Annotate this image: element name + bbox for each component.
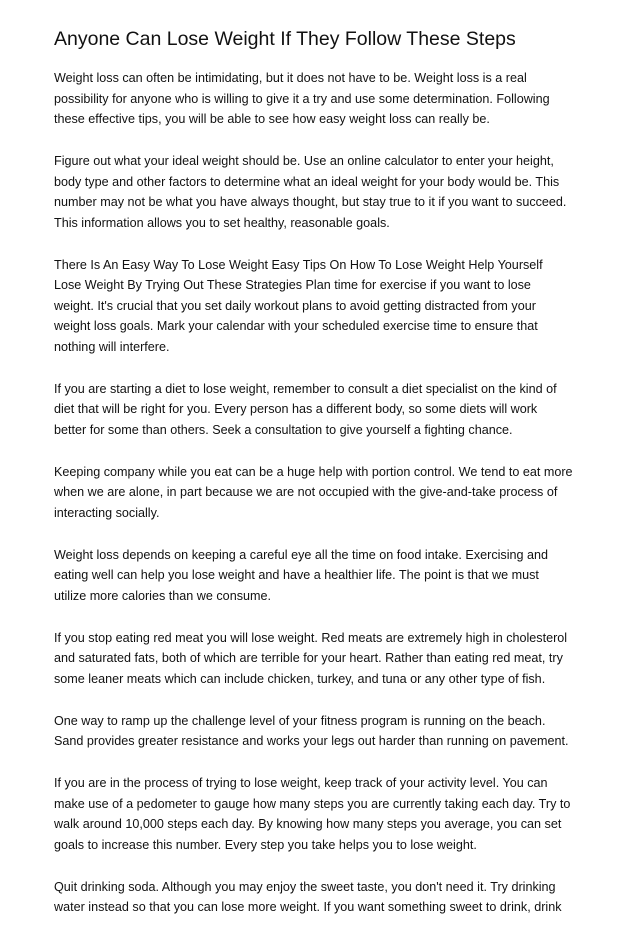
- paragraph-line: There Is An Easy Way To Lose Weight Easy Tips On How To Lose Weight Help Yourself: [54, 257, 543, 272]
- paragraph-line: water instead so that you can lose more weight. If you want something sweet to drink, drink: [54, 900, 562, 914]
- document-title: Anyone Can Lose Weight If They Follow These Steps: [54, 28, 516, 50]
- paragraph-line: goals to increase this number. Every step you take helps you to lose weight.: [54, 837, 477, 852]
- paragraph: [54, 255, 594, 358]
- paragraph-line: One way to ramp up the challenge level of your fitness program is running on the beach.: [54, 713, 546, 728]
- paragraph-line: these effective tips, you will be able to see how easy weight loss can really be.: [54, 112, 490, 126]
- paragraph: [54, 68, 594, 130]
- paragraph-line: diet that will be right for you. Every person has a different body, so some diets will work: [54, 402, 538, 416]
- paragraph-line: when we are alone, in part because we are not occupied with the give-and-take process of: [54, 485, 558, 499]
- paragraph-line: Weight loss can often be intimidating, but it does not have to be. Weight loss is a real: [54, 71, 527, 85]
- paragraph-line: If you are in the process of trying to lose weight, keep track of your activity level. You can: [54, 776, 548, 790]
- paragraph-line: Figure out what your ideal weight should be. Use an online calculator to enter your height,: [54, 154, 554, 168]
- paragraph-line: nothing will interfere.: [54, 339, 170, 354]
- paragraph: [54, 545, 594, 607]
- paragraph: [54, 379, 594, 441]
- paragraph-line: If you stop eating red meat you will lose weight. Red meats are extremely high in cholesterol: [54, 630, 568, 645]
- document-body: [54, 68, 594, 939]
- paragraph-line: Sand provides greater resistance and works your legs out harder than running on pavement.: [54, 734, 569, 748]
- paragraph-line: some leaner meats which can include chicken, turkey, and tuna or any other type of fish.: [54, 671, 546, 686]
- paragraph: [54, 877, 594, 918]
- paragraph: [54, 711, 594, 752]
- paragraph-line: make use of a pedometer to gauge how many steps you are currently taking each day. Try to: [54, 796, 571, 811]
- paragraph-line: and saturated fats, both of which are terrible for your heart. Rather than eating red meat, try: [54, 651, 563, 665]
- paragraph-line: utilize more calories than we consume.: [54, 588, 271, 603]
- paragraph-line: possibility for anyone who is willing to give it a try and use some determination. Following: [54, 91, 550, 106]
- paragraph-line: body type and other factors to determine what an ideal weight for your body would be. This: [54, 174, 560, 189]
- paragraph-line: This information allows you to set healthy, reasonable goals.: [54, 215, 390, 230]
- paragraph-line: Weight loss depends on keeping a careful eye all the time on food intake. Exercising and: [54, 547, 549, 562]
- paragraph-line: walk around 10,000 steps each day. By knowing how many steps you average, you can set: [54, 817, 562, 831]
- paragraph-line: better for some than others. Seek a consultation to give yourself a fighting chance.: [54, 422, 513, 437]
- paragraph-line: If you are starting a diet to lose weight, remember to consult a diet specialist on the kind of: [54, 381, 557, 396]
- paragraph-line: weight. It's crucial that you set daily workout plans to avoid getting distracted from your: [54, 298, 536, 313]
- paragraph: [54, 462, 594, 524]
- paragraph-line: weight loss goals. Mark your calendar with your scheduled exercise time to ensure that: [54, 319, 538, 333]
- paragraph-line: number may not be what you have always thought, but stay true to it if you want to succeed.: [54, 195, 567, 209]
- paragraph: [54, 628, 594, 690]
- paragraph-line: interacting socially.: [54, 505, 160, 520]
- paragraph: [54, 151, 594, 233]
- paragraph-line: Lose Weight By Trying Out These Strategies Plan time for exercise if you want to lose: [54, 278, 531, 292]
- paragraph: [54, 773, 594, 855]
- paragraph-line: Keeping company while you eat can be a huge help with portion control. We tend to eat more: [54, 464, 573, 479]
- paragraph-line: eating well can help you lose weight and have a healthier life. The point is that we must: [54, 568, 539, 582]
- paragraph-line: Quit drinking soda. Although you may enjoy the sweet taste, you don't need it. Try drinking: [54, 879, 556, 894]
